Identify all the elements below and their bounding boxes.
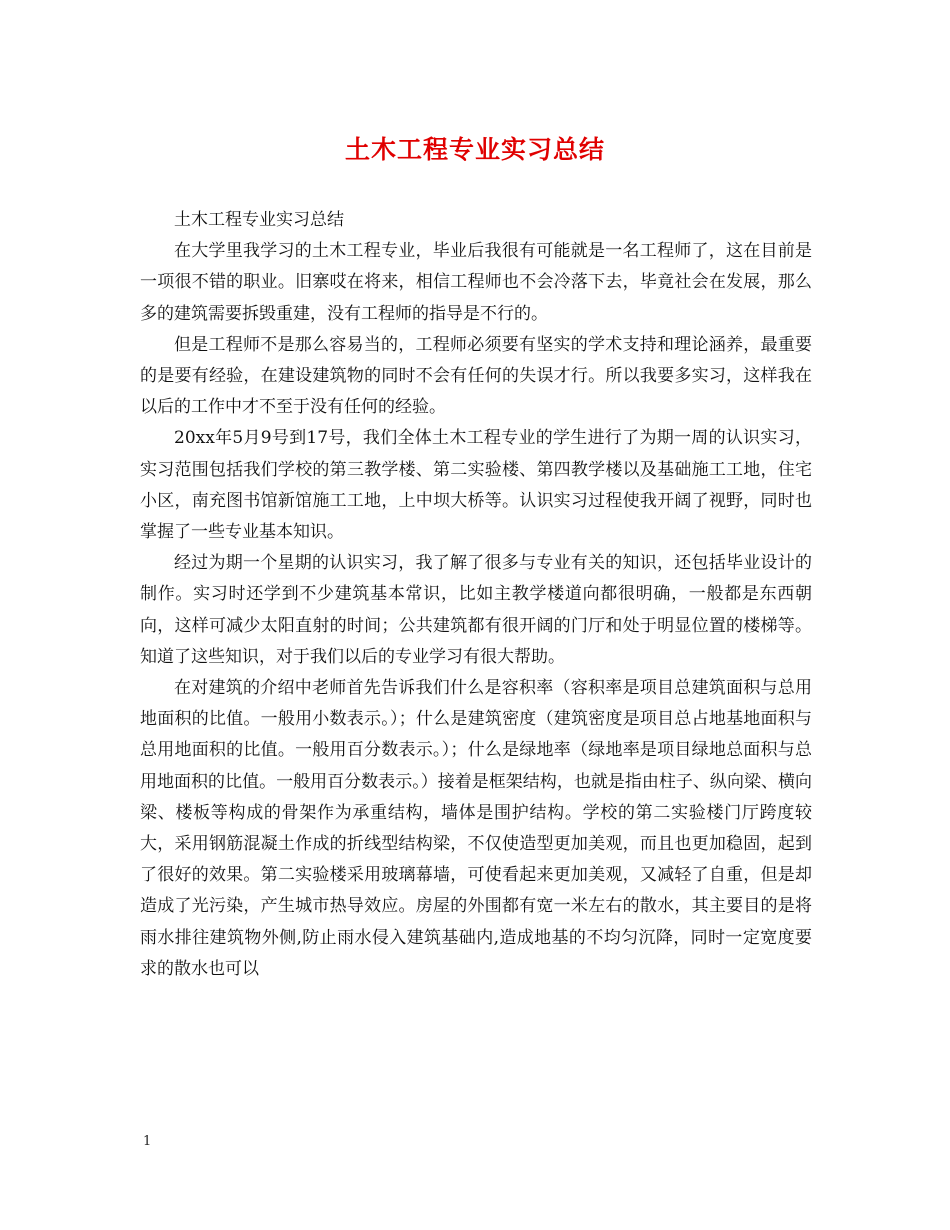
paragraph: 但是工程师不是那么容易当的，工程师必须要有坚实的学术支持和理论涵养，最重要的是要有经验，在建设建筑物的同时不会有任何的失误才行。所以我要多实习，这样我在以后的工作中才不至于没有任何的经验。 [140,334,812,418]
paragraph: 20xx年5月9号到17号，我们全体土木工程专业的学生进行了为期一周的认识实习，实习范围包括我们学校的第三教学楼、第二实验楼、第四教学楼以及基础施工工地，住宅小区，南充图书馆新馆施工工地，上中坝大桥等。认识实习过程使我开阔了视野，同时也掌握了一些专业基本知识。 [140,428,812,543]
paragraph: 在大学里我学习的土木工程专业，毕业后我很有可能就是一名工程师了，这在目前是一项很不错的职业。旧寨哎在将来，相信工程师也不会冷落下去，毕竟社会在发展，那么多的建筑需要拆毁重建，没有工程师的指导是不行的。 [140,241,812,324]
paragraph: 在对建筑的介绍中老师首先告诉我们什么是容积率（容积率是项目总建筑面积与总用地面积的比值。一般用小数表示。）；什么是建筑密度（建筑密度是项目总占地基地面积与总用地面积的比值。一般用百分数表示。）；什么是绿地率（绿地率是项目绿地总面积与总用地面积的比值。一般用百分数表示。）接着是框架结构，也就是指由柱子、纵向梁、横向梁、楼板等构成的骨架作为承重结构，墙体是围护结构。学校的第二实验楼门厅跨度较大，采用钢筋混凝土作成的折线型结构梁，不仅使造型更加美观，而且也更加稳固，起到了很好的效果。第二实验楼采用玻璃幕墙，可使看起来更加美观，又减轻了自重，但是却造成了光污染，产生城市热导效应。房屋的外围都有宽一米左右的散水，其主要目的是将雨水排往建筑物外侧,防止雨水侵入建筑基础内,造成地基的不均匀沉降，同时一定宽度要求的散水也可以 [140,678,812,979]
document-body [140,205,812,985]
page-number: 1 [143,1134,152,1149]
document-title: 土木工程专业实习总结 [344,135,605,164]
paragraph: 经过为期一个星期的认识实习，我了解了很多与专业有关的知识，还包括毕业设计的制作。实习时还学到不少建筑基本常识，比如主教学楼道向都很明确，一般都是东西朝向，这样可减少太阳直射的时间；公共建筑都有很开阔的门厅和处于明显位置的楼梯等。知道了这些知识，对于我们以后的专业学习有很大帮助。 [140,553,812,667]
paragraph-heading: 土木工程专业实习总结 [174,210,344,230]
